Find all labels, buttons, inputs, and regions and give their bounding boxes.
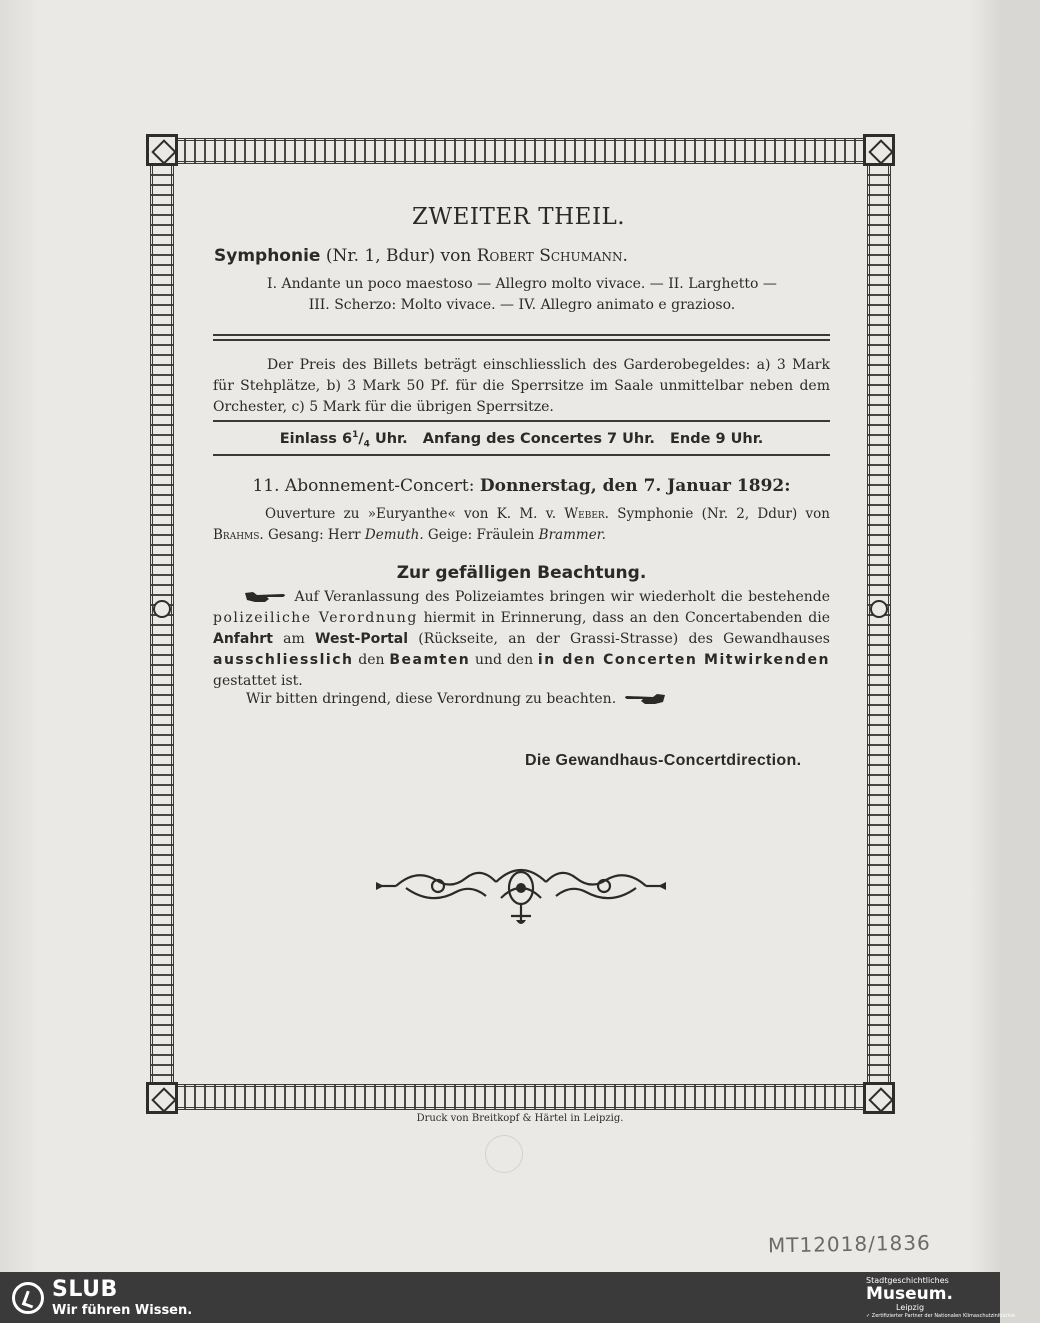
einlass-sup: 1 [352, 430, 359, 440]
symphony-movements [214, 274, 830, 316]
einlass-prefix: Einlass 6 [279, 430, 353, 447]
notice-anfahrt: Anfahrt [213, 631, 273, 647]
divider-rule [213, 420, 830, 424]
notice-last-line [246, 691, 667, 707]
program-text: Geige: Fräulein [423, 527, 539, 543]
symphony-label: Symphonie [214, 246, 321, 266]
symphony-details: (Nr. 1, Bdur) von [325, 246, 472, 266]
notice-text: (Rückseite, an der Grassi-Strasse) des Gewandhauses [408, 631, 835, 647]
notice-last-text: Wir bitten dringend, diese Verordnung zu beachten. [246, 691, 617, 707]
singer-name: Demuth. [364, 527, 424, 543]
symphony-line [214, 246, 628, 266]
notice-text: hiermit in Erinnerung, dass an den Concertabenden die [417, 610, 835, 626]
next-concert-date: Donnerstag, den 7. Januar 1892: [479, 476, 791, 496]
paper-edge-left [0, 0, 40, 1272]
price-text: Der Preis des Billets beträgt einschliesslich des Garderobegeldes: a) 3 Mark für Stehplätze, b) 3 Mark 50 Pf. für die Sperrsitze im Saale unmittelbar neben dem Orchester, c) 5 Mark für die übrigen Sperrsitze. [213, 357, 830, 415]
movements-line-1: I. Andante un poco maestoso — Allegro molto vivace. — II. Larghetto — [267, 276, 777, 292]
side-ornament [153, 600, 171, 618]
museum-city: Leipzig [896, 1303, 925, 1312]
signature: Die Gewandhaus-Concertdirection. [525, 752, 802, 769]
notice-westportal: West-Portal [315, 631, 409, 647]
notice-text: den [353, 652, 390, 668]
border-right [867, 138, 891, 1110]
museum-pre: Stadtgeschichtliches [866, 1276, 949, 1285]
slub-name[interactable]: SLUB [52, 1277, 118, 1302]
program-text: Symphonie (Nr. 2, Ddur) von [608, 506, 835, 522]
pointing-hand-icon [243, 590, 289, 604]
pointing-hand-icon [621, 692, 667, 706]
printer-imprint: Druck von Breitkopf & Härtel in Leipzig. [416, 1113, 624, 1124]
border-bottom [150, 1084, 891, 1110]
notice-beamten: Beamten [389, 652, 471, 668]
ornament-flourish-icon [376, 858, 666, 928]
paper-edge-right [970, 0, 1000, 1272]
admission-times: Einlass $6^1/_4$ Uhr. Anfang des Concertes 7 Uhr. Ende 9 Uhr. [279, 430, 764, 450]
next-concert-prefix: 11. Abonnement-Concert: [252, 476, 475, 496]
notice-text: und den [470, 652, 538, 668]
program-text: Ouverture zu »Euryanthe« von K. M. v. [265, 506, 565, 522]
program-text: Gesang: Herr [263, 527, 365, 543]
divider-rule [213, 334, 830, 341]
notice-title: Zur gefälligen Beachtung. [396, 563, 647, 583]
side-ornament [870, 600, 888, 618]
corner-ornament [863, 134, 895, 166]
notice-text: Auf Veranlassung des Polizeiamtes bringen wir wiederholt die bestehende [294, 589, 830, 605]
divider-rule [213, 454, 830, 458]
slub-tagline: Wir führen Wissen. [52, 1303, 193, 1318]
notice-mitwirkenden: in den Concerten Mitwirkenden [537, 652, 831, 668]
corner-ornament [863, 1082, 895, 1114]
notice-paragraph [213, 587, 835, 692]
notice-text: am [272, 631, 316, 647]
footer-bar [0, 1272, 1016, 1323]
einlass-sub: 4 [363, 439, 370, 450]
museum-name[interactable]: Museum. [866, 1284, 953, 1304]
notice-text: gestattet ist. [213, 673, 303, 689]
section-title: ZWEITER THEIL. [412, 204, 626, 230]
movements-line-2: III. Scherzo: Molto vivace. — IV. Allegro animato e grazioso. [308, 297, 736, 313]
notice-ausschliesslich: ausschliesslich [213, 652, 354, 668]
slub-logo-icon[interactable] [12, 1282, 44, 1314]
next-concert-program [213, 504, 835, 546]
blind-stamp [485, 1135, 523, 1173]
violinist-name: Brammer. [538, 527, 606, 543]
notice-text-spaced: polizeiliche Verordnung [213, 610, 418, 626]
symphony-composer: Robert Schumann. [476, 246, 628, 266]
price-paragraph [213, 355, 830, 418]
corner-ornament [146, 134, 178, 166]
composer-brahms: Brahms. [213, 527, 264, 543]
border-left [150, 138, 174, 1110]
next-concert-heading [213, 476, 830, 496]
border-top [150, 138, 891, 164]
corner-ornament [146, 1082, 178, 1114]
museum-certification: ✓ Zertifizierter Partner der Nationalen Klimaschutzinitiative [866, 1313, 1016, 1319]
composer-weber: Weber. [564, 506, 609, 522]
shelfmark: MT12018/1836 [767, 1230, 931, 1258]
einlass-suffix: Uhr. Anfang des Concertes 7 Uhr. Ende 9 Uhr. [369, 430, 764, 447]
